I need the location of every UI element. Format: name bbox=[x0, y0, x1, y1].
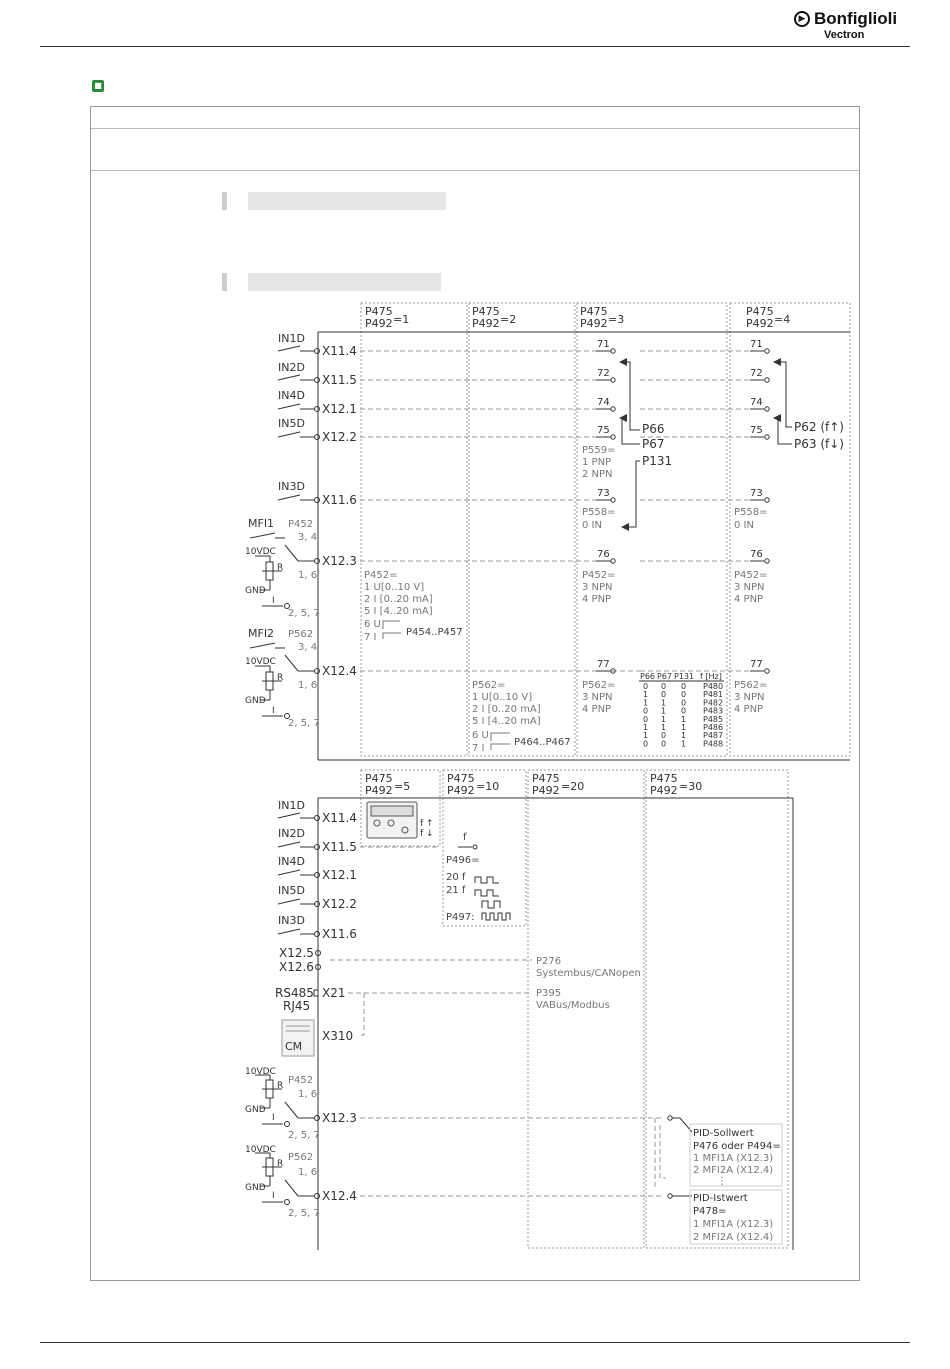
col3-value: =3 bbox=[608, 313, 625, 326]
b-mfi2-opt-c: 2, 5, 7 bbox=[288, 1208, 320, 1219]
bcol4-p475: P475 bbox=[650, 772, 678, 785]
col4-num-72: 72 bbox=[750, 368, 763, 379]
b-mfi1-r: R bbox=[277, 1081, 284, 1091]
freq-cell: 1 bbox=[681, 723, 687, 732]
p452-opt7: 7 I bbox=[364, 632, 377, 643]
keypad-up-label: f ↑ bbox=[420, 819, 434, 829]
b-terminal-x12-6: X12.6 bbox=[279, 960, 314, 974]
p452-opt5: 5 I [4..20 mA] bbox=[364, 606, 433, 617]
b-mfi2-gnd: GND bbox=[245, 1183, 266, 1193]
b-terminal-x12-1: X12.1 bbox=[322, 868, 357, 882]
freq-cell: 0 bbox=[643, 682, 649, 691]
top-input-labels bbox=[278, 332, 305, 493]
bcol2-p492: P492 bbox=[447, 784, 475, 797]
col20-vabus: VABus/Modbus bbox=[536, 1000, 610, 1011]
mfi1-opt-a: 3, 4 bbox=[298, 532, 318, 543]
freq-cell: 0 bbox=[681, 706, 687, 716]
col3-p562-opt3: 3 NPN bbox=[582, 692, 613, 703]
mfi1-vdc: 10VDC bbox=[245, 547, 276, 557]
freq-cell: 0 bbox=[661, 690, 667, 700]
col4-num-75: 75 bbox=[750, 425, 763, 436]
bcol3-p492: P492 bbox=[532, 784, 560, 797]
col4-p62: P62 (f↑) bbox=[794, 420, 844, 434]
col10-p496: P496= bbox=[446, 855, 480, 866]
col3-p452-opt4: 4 PNP bbox=[582, 594, 612, 605]
col3-p558: P558= bbox=[582, 507, 616, 518]
freq-cell: P486 bbox=[703, 723, 724, 732]
p452-title: P452= bbox=[364, 570, 398, 581]
col4-num-77: 77 bbox=[750, 659, 763, 670]
col3-num-74: 74 bbox=[597, 397, 610, 408]
pid-sollwert-opt2: 2 MFI2A (X12.4) bbox=[693, 1165, 774, 1176]
col3-p452-opt3: 3 NPN bbox=[582, 582, 613, 593]
mfi2-opt-b: 1, 6 bbox=[298, 680, 318, 691]
freq-cell: 0 bbox=[681, 690, 687, 700]
pid-istwert-opt1: 1 MFI1A (X12.3) bbox=[693, 1219, 774, 1230]
bcol3-p475: P475 bbox=[532, 772, 560, 785]
b-input-in2d: IN2D bbox=[278, 827, 305, 840]
col4-num-76: 76 bbox=[750, 549, 763, 560]
col4-p452: P452= bbox=[734, 570, 768, 581]
freq-cell: 1 bbox=[661, 723, 667, 732]
col2-value: =2 bbox=[500, 313, 517, 326]
freq-cell: 0 bbox=[681, 698, 687, 708]
pid-istwert bbox=[693, 1193, 773, 1243]
col3-p558-opt: 0 IN bbox=[582, 520, 602, 531]
col4-p562-opt3: 3 NPN bbox=[734, 692, 765, 703]
mfi2-vdc: 10VDC bbox=[245, 657, 276, 667]
pid-istwert-param: P478= bbox=[693, 1206, 727, 1217]
b-mfi1-opt-b: 1, 6 bbox=[298, 1089, 318, 1100]
mfi2-label: MFI2 bbox=[248, 627, 275, 640]
input-in1d: IN1D bbox=[278, 332, 305, 345]
b-input-in5d: IN5D bbox=[278, 884, 305, 897]
mfi1-labels bbox=[245, 517, 320, 619]
p452-opt1: 1 U[0..10 V] bbox=[364, 582, 425, 593]
col3-p67: P67 bbox=[642, 437, 665, 451]
pid-sollwert-more: ⋮ bbox=[717, 1176, 727, 1187]
col4-p562: P562= bbox=[734, 680, 768, 691]
freq-cell: 0 bbox=[661, 682, 667, 691]
terminal-x11-4: X11.4 bbox=[322, 344, 357, 358]
col10-p497: P497: bbox=[446, 912, 475, 923]
col3-num-72: 72 bbox=[597, 368, 610, 379]
b-input-in1d: IN1D bbox=[278, 799, 305, 812]
p562-opt5: 5 I [4..20 mA] bbox=[472, 716, 541, 727]
pid-sollwert-title: PID-Sollwert bbox=[693, 1128, 754, 1139]
top-terminal-labels bbox=[322, 344, 357, 678]
col3-p66: P66 bbox=[642, 422, 665, 436]
col3-p562-opt4: 4 PNP bbox=[582, 704, 612, 715]
b-mfi2-r: R bbox=[277, 1159, 284, 1169]
freq-cell: P483 bbox=[703, 706, 724, 716]
freq-cell: P488 bbox=[703, 739, 724, 749]
b-terminal-x310: X310 bbox=[322, 1029, 354, 1043]
mfi2-param: P562 bbox=[288, 629, 314, 640]
bcol4-p492: P492 bbox=[650, 784, 678, 797]
b-input-in3d: IN3D bbox=[278, 914, 305, 927]
freq-header-p66: P66 bbox=[640, 672, 656, 681]
col4-p558-opt: 0 IN bbox=[734, 520, 754, 531]
col4-p63: P63 (f↓) bbox=[794, 437, 844, 451]
col20-p395: P395 bbox=[536, 988, 562, 999]
mfi1-i: I bbox=[272, 596, 275, 606]
bcol1-p492: P492 bbox=[365, 784, 393, 797]
bottom-terminal-labels bbox=[275, 811, 357, 1203]
p562-opt2: 2 I [0..20 mA] bbox=[472, 704, 541, 715]
freq-header-p67: P67 bbox=[657, 672, 673, 681]
bcol4-value: =30 bbox=[679, 780, 703, 793]
b-mfi2-labels bbox=[245, 1145, 320, 1219]
freq-cell: 1 bbox=[681, 731, 687, 741]
p562-opt6: 6 U bbox=[472, 730, 489, 741]
col4-p492: P492 bbox=[746, 317, 774, 330]
b-mfi1-labels bbox=[245, 1067, 320, 1141]
b-mfi1-i: I bbox=[272, 1113, 275, 1123]
keypad-icon bbox=[367, 802, 417, 838]
cm-label: CM bbox=[285, 1040, 303, 1053]
freq-cell: P485 bbox=[703, 714, 724, 724]
p562-title: P562= bbox=[472, 680, 506, 691]
col10-opt20: 20 f bbox=[446, 872, 466, 883]
col1-value: =1 bbox=[393, 313, 410, 326]
freq-cell: 0 bbox=[661, 739, 667, 749]
b-mfi1-opt-c: 2, 5, 7 bbox=[288, 1130, 320, 1141]
b-mfi1-gnd: GND bbox=[245, 1105, 266, 1115]
b-mfi2-param: P562 bbox=[288, 1152, 314, 1163]
col10-opt21: 21 f bbox=[446, 885, 466, 896]
pid-istwert-title: PID-Istwert bbox=[693, 1193, 748, 1204]
col3-p131: P131 bbox=[642, 454, 673, 468]
freq-cell: 1 bbox=[681, 739, 687, 749]
bcol2-p475: P475 bbox=[447, 772, 475, 785]
b-terminal-rj45: RJ45 bbox=[283, 999, 311, 1013]
pid-sollwert-param: P476 oder P494= bbox=[693, 1141, 781, 1152]
pid-istwert-opt2: 2 MFI2A (X12.4) bbox=[693, 1232, 774, 1243]
mfi2-i: I bbox=[272, 706, 275, 716]
freq-header-f: f [Hz] bbox=[700, 672, 722, 681]
brand-subname: Vectron bbox=[824, 29, 865, 41]
freq-cell: P481 bbox=[703, 690, 724, 700]
col4-p558: P558= bbox=[734, 507, 768, 518]
bcol3-value: =20 bbox=[561, 780, 585, 793]
col4-p452-opt4: 4 PNP bbox=[734, 594, 764, 605]
b-terminal-x11-4: X11.4 bbox=[322, 811, 357, 825]
col10-f: f bbox=[463, 832, 467, 843]
bcol1-value: =5 bbox=[394, 780, 411, 793]
mfi1-label: MFI1 bbox=[248, 517, 275, 530]
terminal-x12-2: X12.2 bbox=[322, 430, 357, 444]
mfi1-param: P452 bbox=[288, 519, 314, 530]
col4-num-73: 73 bbox=[750, 488, 763, 499]
b-input-in4d: IN4D bbox=[278, 855, 305, 868]
mfi1-opt-c: 2, 5, 7 bbox=[288, 608, 320, 619]
col3-p475: P475 bbox=[580, 305, 608, 318]
bottom-signal-lines bbox=[330, 847, 666, 1196]
freq-cell: P480 bbox=[703, 682, 724, 691]
b-terminal-x21: X21 bbox=[322, 986, 346, 1000]
freq-cell: 1 bbox=[681, 714, 687, 724]
top-column-headers bbox=[365, 305, 790, 330]
col4-num-71: 71 bbox=[750, 339, 763, 350]
ramp-icons bbox=[383, 621, 401, 639]
bcol1-p475: P475 bbox=[365, 772, 393, 785]
col4-labels bbox=[734, 339, 844, 715]
col3-num-71: 71 bbox=[597, 339, 610, 350]
col2-p562-list bbox=[472, 680, 571, 754]
col4-p452-opt3: 3 NPN bbox=[734, 582, 765, 593]
col20-p276: P276 bbox=[536, 956, 562, 967]
freq-cell: 1 bbox=[643, 698, 649, 708]
p562-range: P464..P467 bbox=[514, 737, 571, 748]
input-in5d: IN5D bbox=[278, 417, 305, 430]
freq-cell: 0 bbox=[681, 682, 687, 691]
freq-cell: 0 bbox=[661, 731, 667, 741]
mfi2-r: R bbox=[277, 673, 284, 683]
pid-sollwert bbox=[693, 1128, 781, 1187]
b-mfi1-param: P452 bbox=[288, 1075, 314, 1086]
brand-name: Bonfiglioli bbox=[814, 9, 898, 28]
b-mfi2-i: I bbox=[272, 1191, 275, 1201]
freq-cell: 1 bbox=[661, 714, 667, 724]
p452-range: P454..P457 bbox=[406, 627, 463, 638]
col3-p559: P559= bbox=[582, 445, 616, 456]
pid-sollwert-opt1: 1 MFI1A (X12.3) bbox=[693, 1153, 774, 1164]
bcol2-value: =10 bbox=[476, 780, 500, 793]
freq-cell: P487 bbox=[703, 731, 724, 741]
col3-num-76: 76 bbox=[597, 549, 610, 560]
mfi1-opt-b: 1, 6 bbox=[298, 570, 318, 581]
mfi1-r: R bbox=[277, 563, 284, 573]
freq-cell: 0 bbox=[643, 714, 649, 724]
col4-num-74: 74 bbox=[750, 397, 763, 408]
freq-cell: 0 bbox=[643, 739, 649, 749]
b-terminal-rs485: RS485 bbox=[275, 986, 314, 1000]
b-mfi1-vdc: 10VDC bbox=[245, 1067, 276, 1077]
p452-opt2: 2 I [0..20 mA] bbox=[364, 594, 433, 605]
col3-p492: P492 bbox=[580, 317, 608, 330]
mfi2-labels bbox=[245, 627, 320, 729]
terminal-x12-1: X12.1 bbox=[322, 402, 357, 416]
b-terminal-x12-5: X12.5 bbox=[279, 946, 314, 960]
b-terminal-x12-4: X12.4 bbox=[322, 1189, 357, 1203]
top-signal-lines bbox=[360, 351, 762, 671]
terminal-x12-3: X12.3 bbox=[322, 554, 357, 568]
b-terminal-x11-6: X11.6 bbox=[322, 927, 357, 941]
col20-systembus: Systembus/CANopen bbox=[536, 968, 641, 979]
frequency-table bbox=[639, 672, 724, 681]
b-mfi2-vdc: 10VDC bbox=[245, 1145, 276, 1155]
col1-p492: P492 bbox=[365, 317, 393, 330]
col4-p475: P475 bbox=[746, 305, 774, 318]
col20-bus-params bbox=[536, 956, 641, 1011]
freq-cell: 1 bbox=[643, 690, 649, 700]
col10-freq-input bbox=[446, 832, 480, 923]
mfi2-opt-c: 2, 5, 7 bbox=[288, 718, 320, 729]
freq-cell: 1 bbox=[643, 731, 649, 741]
col2-p492: P492 bbox=[472, 317, 500, 330]
frequency-table-rows bbox=[643, 682, 723, 748]
input-in4d: IN4D bbox=[278, 389, 305, 402]
col3-p452: P452= bbox=[582, 570, 616, 581]
col3-num-73: 73 bbox=[597, 488, 610, 499]
p562-opt7: 7 I bbox=[472, 743, 485, 754]
freq-header-p131: P131 bbox=[674, 672, 695, 681]
b-terminal-x12-2: X12.2 bbox=[322, 897, 357, 911]
document-icon: ■ bbox=[92, 80, 104, 92]
b-mfi2-opt-b: 1, 6 bbox=[298, 1167, 318, 1178]
freq-cell: P482 bbox=[703, 698, 724, 708]
terminal-x11-5: X11.5 bbox=[322, 373, 357, 387]
col2-p475: P475 bbox=[472, 305, 500, 318]
col1-p475: P475 bbox=[365, 305, 393, 318]
freq-cell: 0 bbox=[643, 706, 649, 716]
freq-cell: 1 bbox=[661, 698, 667, 708]
col3-num-75: 75 bbox=[597, 425, 610, 436]
terminal-x11-6: X11.6 bbox=[322, 493, 357, 507]
mfi2-gnd: GND bbox=[245, 696, 266, 706]
b-terminal-x11-5: X11.5 bbox=[322, 840, 357, 854]
col3-p559-opt1: 1 PNP bbox=[582, 457, 612, 468]
mfi2-opt-a: 3, 4 bbox=[298, 642, 318, 653]
p562-opt1: 1 U[0..10 V] bbox=[472, 692, 533, 703]
col3-p559-opt2: 2 NPN bbox=[582, 469, 613, 480]
bottom-column-headers bbox=[365, 772, 702, 797]
input-in3d: IN3D bbox=[278, 480, 305, 493]
bonfiglioli-logo-icon: ▶ bbox=[794, 11, 810, 27]
col1-p452-list bbox=[364, 570, 463, 643]
input-in2d: IN2D bbox=[278, 361, 305, 374]
terminal-x12-4: X12.4 bbox=[322, 664, 357, 678]
p452-opt6: 6 U bbox=[364, 619, 381, 630]
b-terminal-x12-3: X12.3 bbox=[322, 1111, 357, 1125]
col3-num-77: 77 bbox=[597, 659, 610, 670]
mfi1-gnd: GND bbox=[245, 586, 266, 596]
freq-cell: 1 bbox=[661, 706, 667, 716]
col4-value: =4 bbox=[774, 313, 791, 326]
keypad-down-label: f ↓ bbox=[420, 829, 434, 839]
freq-cell: 1 bbox=[643, 723, 649, 732]
col3-p562: P562= bbox=[582, 680, 616, 691]
col4-p562-opt4: 4 PNP bbox=[734, 704, 764, 715]
